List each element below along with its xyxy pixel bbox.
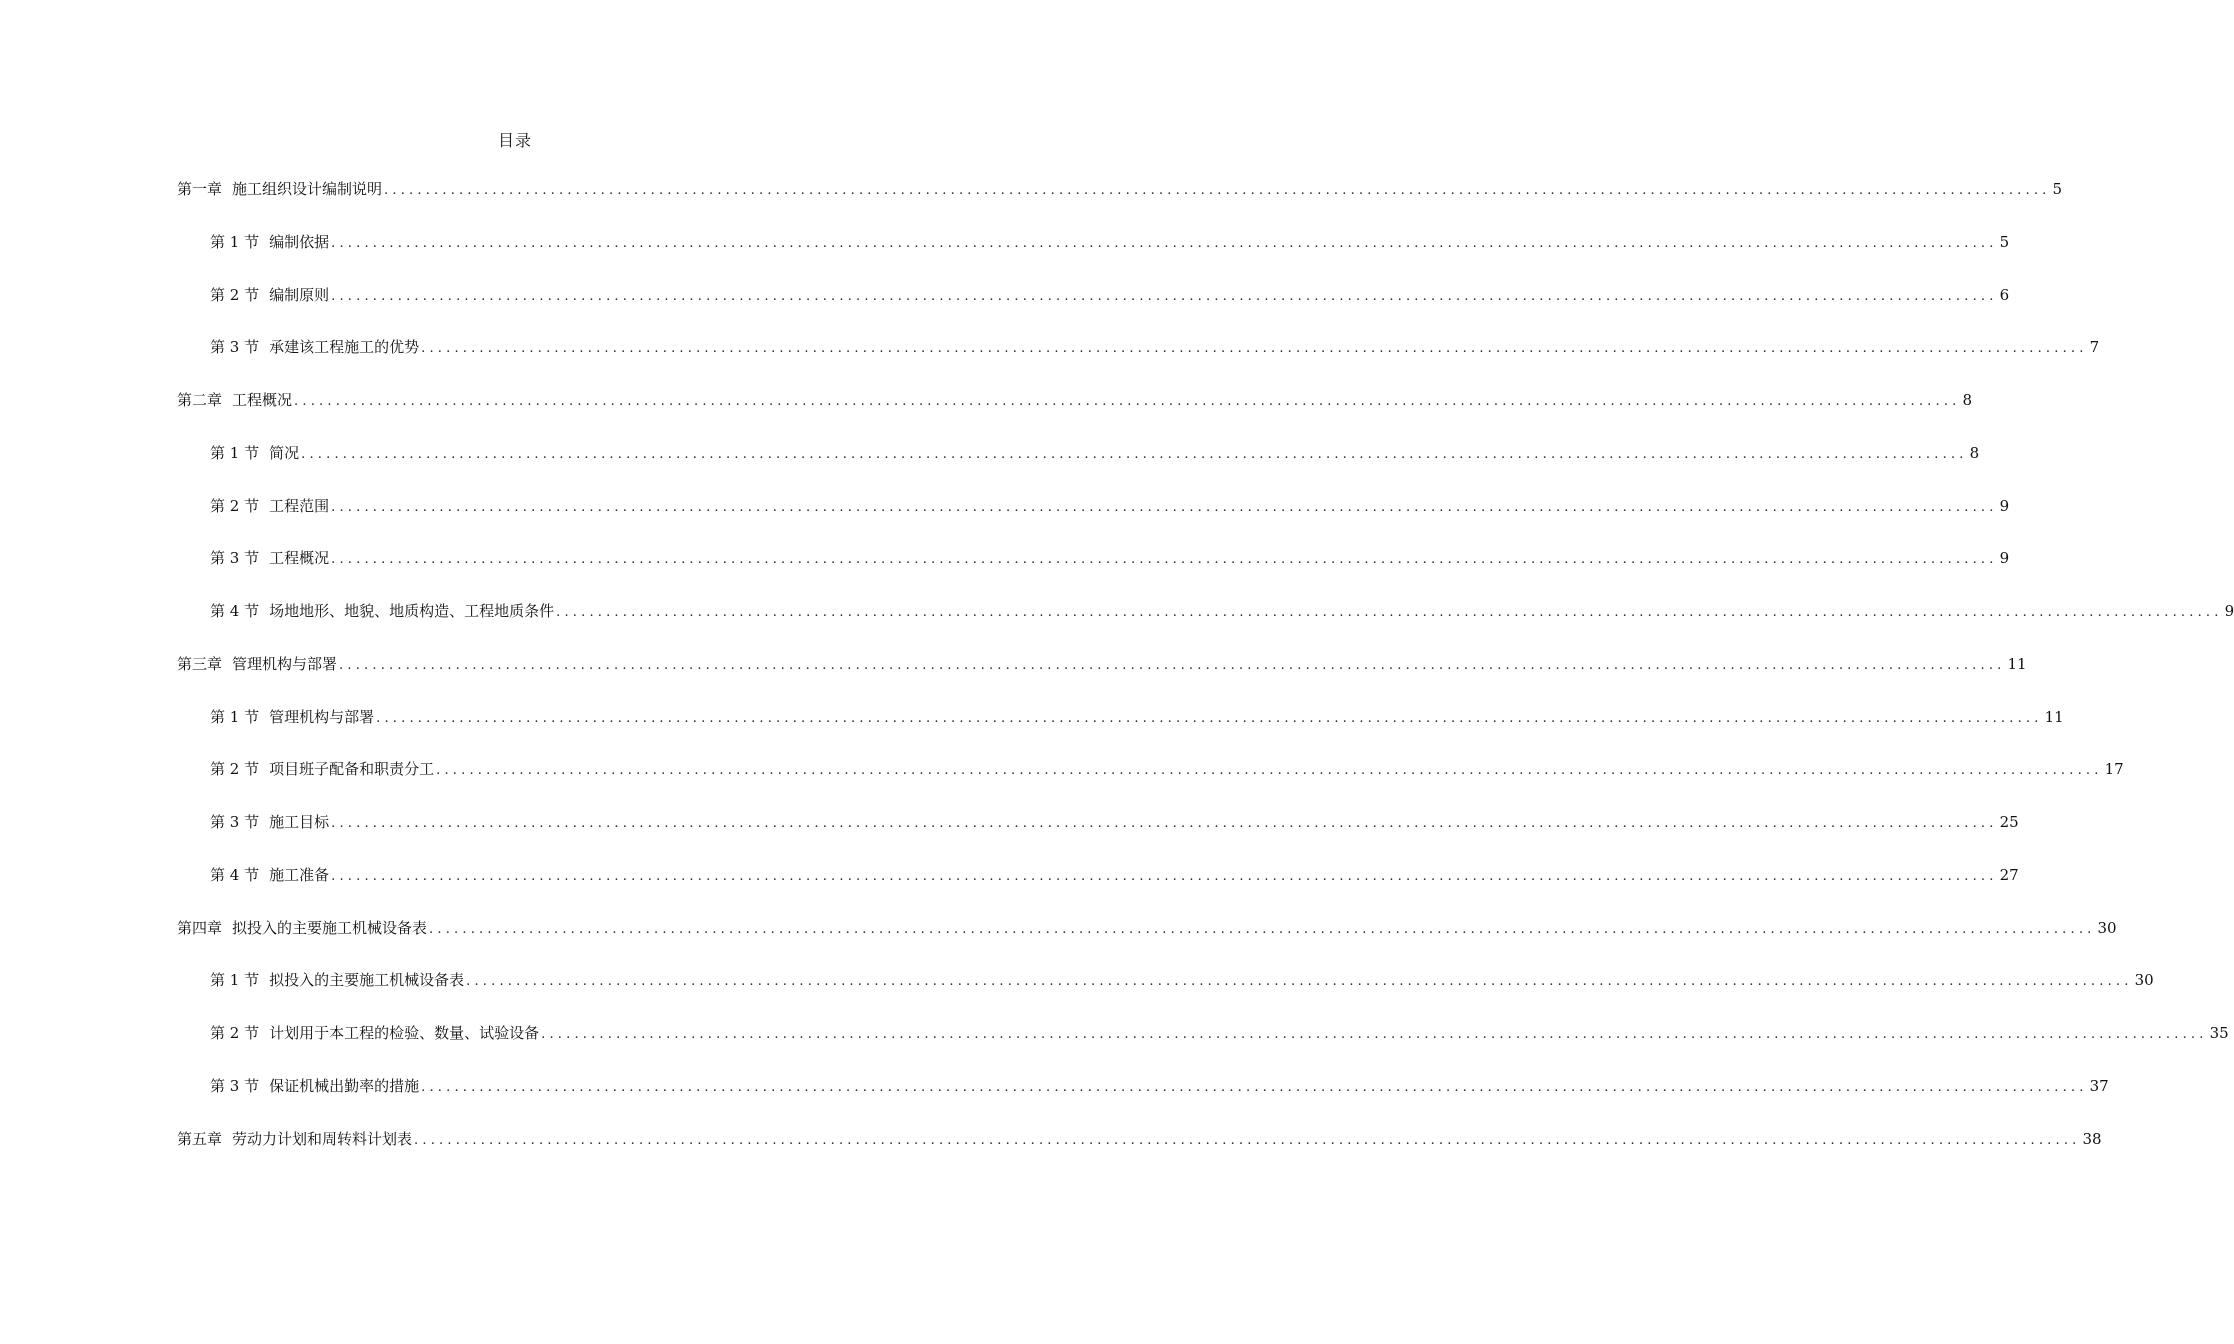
toc-entry-text: 编制依据 [269,232,330,251]
toc-entry-number: 第 4 节 [210,865,260,884]
toc-entry-section[interactable] [177,600,2234,653]
toc-page-number: 6 [1999,285,2010,304]
toc-page-number: 8 [1969,443,1980,462]
toc-entry-text: 编制原则 [269,285,330,304]
toc-entry-label [210,864,329,885]
toc-page-number: 5 [1999,232,2010,251]
toc-entry-label [210,442,299,463]
toc-entry-number: 第 3 节 [210,813,260,831]
toc-dot-leader: ........................................................................................................................................................................................................ [429,921,2096,937]
toc-entry-section[interactable] [177,231,2010,284]
toc-entry-section[interactable] [177,864,2019,917]
toc-dot-leader: ........................................................................................................................................................................................................ [541,1027,2208,1042]
toc-entry-text: 施工组织设计编制说明 [232,180,383,198]
toc-entry-number: 第 1 节 [210,232,260,251]
toc-entry-label [177,917,427,938]
toc-entry-chapter[interactable] [177,653,2027,706]
toc-entry-label [210,758,434,779]
toc-entry-text: 拟投入的主要施工机械设备表 [269,971,465,990]
toc-entry-section[interactable] [177,1022,2229,1075]
toc-dot-leader: ........................................................................................................................................................................................................ [421,341,2088,357]
toc-entry-section[interactable] [177,442,1980,495]
toc-entry-label [177,389,292,410]
toc-dot-leader: ........................................................................................................................................................................................................ [331,816,1998,831]
toc-entry-number: 第 2 节 [210,1024,260,1042]
toc-entry-text: 施工准备 [269,865,330,884]
toc-entry-number: 第二章 [177,391,223,409]
toc-entry-text: 项目班子配备和职责分工 [269,760,435,779]
toc-entry-number: 第 2 节 [210,496,260,515]
toc-entry-number: 第 4 节 [210,602,260,620]
toc-page-number: 5 [2052,180,2063,198]
toc-page-number: 35 [2209,1024,2229,1042]
toc-page-number: 9 [2224,602,2234,620]
toc-entry-section[interactable] [177,495,2010,548]
toc-entry-number: 第五章 [177,1129,223,1148]
toc-page-number: 11 [2007,654,2027,673]
toc-dot-leader: ........................................................................................................................................................................................................ [436,763,2103,779]
toc-entry-text: 工程概况 [269,549,330,568]
toc-page-number: 17 [2104,760,2124,779]
toc-entry-number: 第 3 节 [210,338,260,357]
toc-entry-label [177,1128,412,1149]
toc-entry-number: 第四章 [177,918,223,937]
toc-entry-label [210,495,329,516]
toc-list [177,178,2234,1180]
toc-entry-chapter[interactable] [177,1128,2102,1181]
toc-entry-text: 承建该工程施工的优势 [269,338,420,357]
toc-dot-leader: ........................................................................................................................................................................................................ [331,868,1998,884]
toc-page-number: 11 [2044,707,2064,726]
toc-entry-text: 保证机械出勤率的措施 [269,1076,420,1095]
toc-entry-number: 第 1 节 [210,971,260,990]
toc-entry-label [210,1075,419,1096]
toc-entry-label [177,178,382,199]
toc-page-number: 7 [2089,338,2100,357]
toc-page-number: 27 [1999,865,2019,884]
toc-entry-text: 管理机构与部署 [269,707,375,726]
toc-entry-number: 第 2 节 [210,760,260,779]
toc-entry-section[interactable] [177,284,2010,337]
toc-title: 目录 [497,131,532,150]
toc-entry-chapter[interactable] [177,178,2063,231]
toc-page-number: 38 [2082,1129,2102,1148]
toc-entry-number: 第一章 [177,180,223,198]
toc-entry-label [210,1022,539,1043]
toc-dot-leader: ........................................................................................................................................................................................................ [421,1079,2088,1095]
toc-dot-leader: ........................................................................................................................................................................................................ [556,605,2223,620]
toc-entry-text: 管理机构与部署 [232,654,338,673]
toc-entry-label [210,231,329,252]
toc-entry-chapter[interactable] [177,917,2117,970]
toc-page-number: 37 [2089,1076,2109,1095]
toc-entry-text: 简况 [269,443,300,462]
toc-entry-number: 第 3 节 [210,1076,260,1095]
toc-dot-leader: ........................................................................................................................................................................................................ [339,657,2006,673]
toc-entry-section[interactable] [177,1075,2109,1128]
toc-entry-section[interactable] [177,336,2100,389]
toc-page-number: 8 [1962,391,1973,409]
toc-entry-number: 第 2 节 [210,285,260,304]
toc-entry-label [177,653,337,674]
toc-dot-leader: ........................................................................................................................................................................................................ [331,288,1998,304]
toc-entry-label [210,969,464,990]
toc-entry-section[interactable] [177,547,2010,600]
toc-page-number: 9 [1999,496,2010,515]
toc-entry-label [210,336,419,357]
toc-entry-number: 第 3 节 [210,549,260,568]
toc-page-number: 30 [2134,971,2154,990]
toc-entry-section[interactable] [177,969,2154,1022]
toc-entry-text: 工程范围 [269,496,330,515]
toc-dot-leader: ........................................................................................................................................................................................................ [414,1132,2081,1148]
toc-dot-leader: ........................................................................................................................................................................................................ [331,235,1998,251]
toc-page-number: 9 [1999,549,2010,568]
toc-entry-text: 工程概况 [232,391,293,409]
toc-entry-text: 拟投入的主要施工机械设备表 [232,918,428,937]
toc-dot-leader: ........................................................................................................................................................................................................ [376,710,2043,726]
toc-dot-leader: ........................................................................................................................................................................................................ [466,974,2133,990]
toc-entry-label [210,811,329,832]
toc-dot-leader: ........................................................................................................................................................................................................ [331,499,1998,515]
toc-entry-section[interactable] [177,706,2064,759]
toc-entry-text: 计划用于本工程的检验、数量、试验设备 [269,1024,540,1042]
toc-page-number: 30 [2097,918,2117,937]
toc-entry-section[interactable] [177,758,2124,811]
toc-entry-label [210,706,374,727]
toc-entry-text: 施工目标 [269,813,330,831]
toc-entry-label [210,284,329,305]
toc-entry-number: 第三章 [177,654,223,673]
toc-dot-leader: ........................................................................................................................................................................................................ [294,394,1961,409]
toc-dot-leader: ........................................................................................................................................................................................................ [331,552,1998,568]
toc-entry-label [210,547,329,568]
toc-entry-number: 第 1 节 [210,443,260,462]
toc-entry-section[interactable] [177,811,2019,864]
toc-dot-leader: ........................................................................................................................................................................................................ [384,183,2051,198]
toc-dot-leader: ........................................................................................................................................................................................................ [301,446,1968,462]
toc-entry-chapter[interactable] [177,389,1973,442]
toc-entry-text: 劳动力计划和周转料计划表 [232,1129,413,1148]
toc-entry-label [210,600,554,621]
toc-entry-text: 场地地形、地貌、地质构造、工程地质条件 [269,602,555,620]
toc-entry-number: 第 1 节 [210,707,260,726]
toc-page-number: 25 [1999,813,2019,831]
